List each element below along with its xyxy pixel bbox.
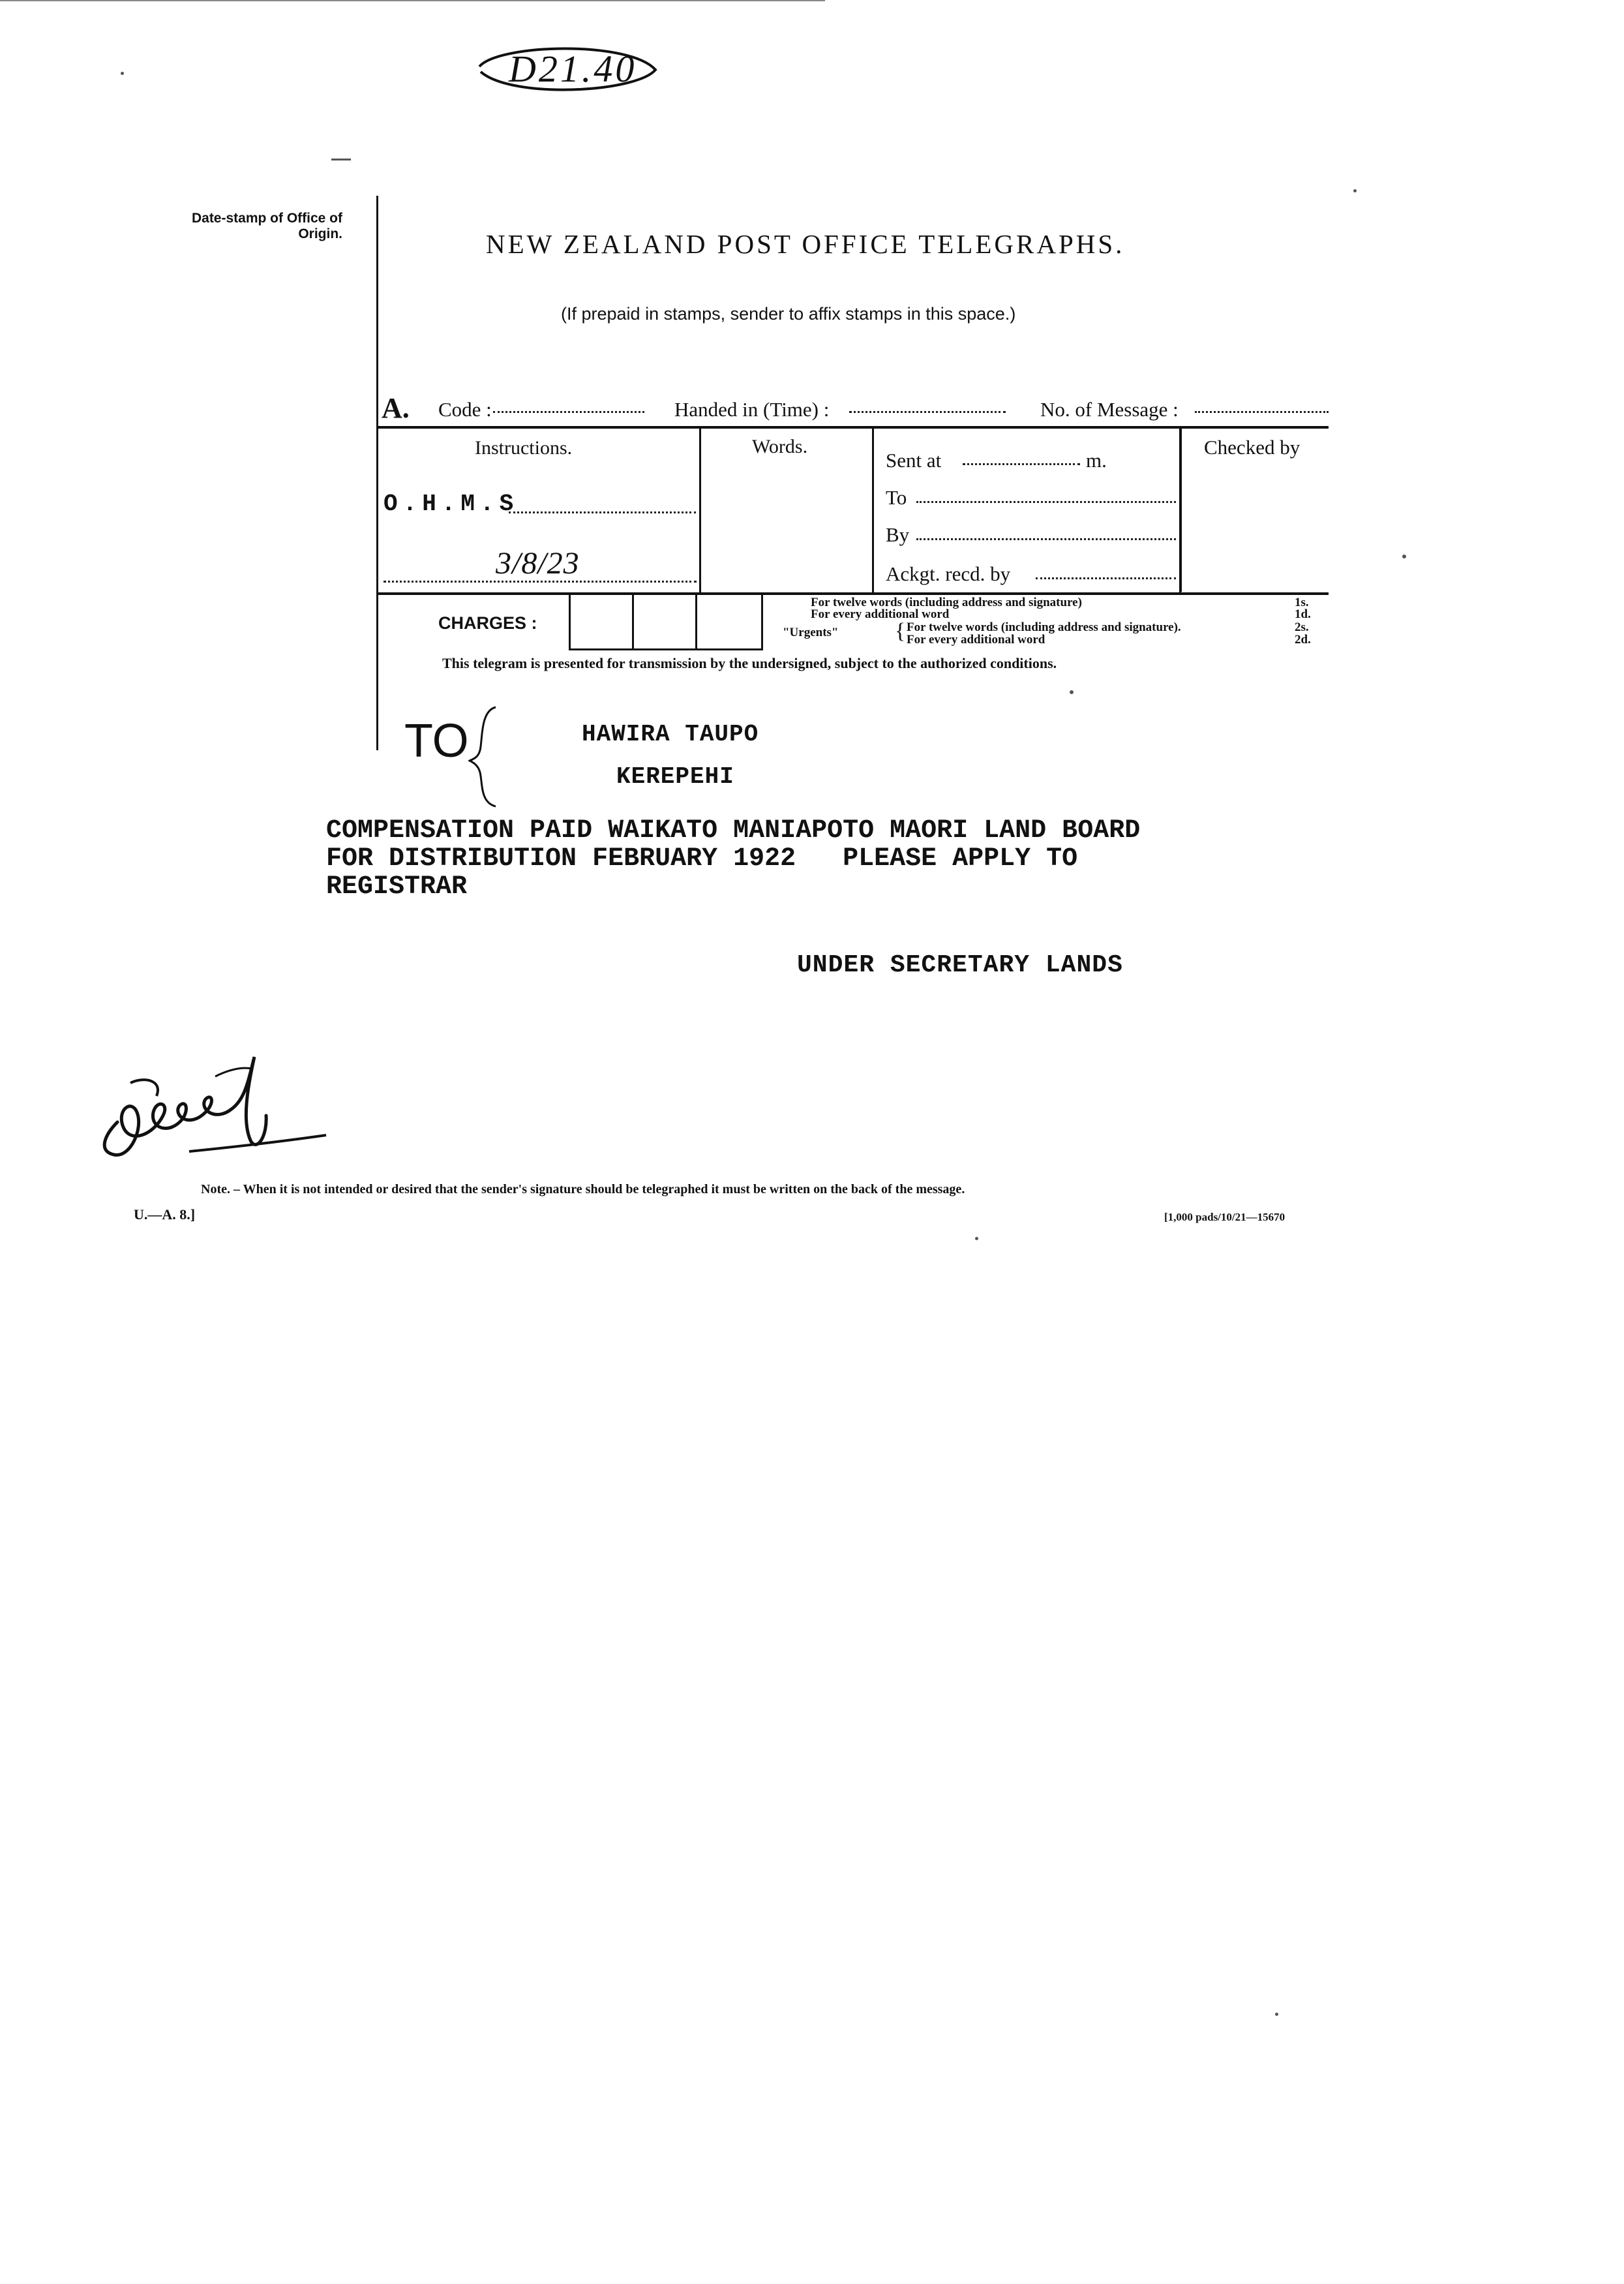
rate-line-3-price: 2s. <box>1295 620 1309 634</box>
print-run: [1,000 pads/10/21—15670 <box>1164 1211 1286 1223</box>
charges-box-2[interactable] <box>632 594 697 650</box>
footer-note-text: – When it is not intended or desired that the sender's signature should be telegraphed it must be written on the back of the message. <box>233 1182 965 1196</box>
table-top-rule <box>376 426 1329 429</box>
message-number-label: No. of Message : <box>1040 398 1179 421</box>
sent-at-suffix: m. <box>1086 449 1107 472</box>
address-line-1: HAWIRA TAUPO <box>582 721 759 748</box>
code-field[interactable] <box>493 411 644 413</box>
sent-at-label: Sent at <box>886 449 942 472</box>
words-header: Words. <box>752 436 808 457</box>
to-address-label: TO <box>404 715 469 767</box>
presented-note: This telegram is presented for transmission by the undersigned, subject to the authorized conditions. <box>442 655 1057 671</box>
table-bottom-rule <box>376 592 1329 595</box>
ohms-value: O.H.M.S <box>383 491 519 517</box>
scan-speck <box>1275 2013 1278 2016</box>
sent-at-field[interactable] <box>963 463 1080 465</box>
to-field[interactable] <box>916 501 1176 503</box>
ackgt-label: Ackgt. recd. by <box>886 562 1011 585</box>
sender-name: UNDER SECRETARY LANDS <box>797 951 1123 979</box>
footer-note <box>201 1182 965 1197</box>
table-divider-1 <box>699 427 701 594</box>
form-left-border <box>376 196 378 750</box>
footer-note-label: Note. <box>201 1182 230 1196</box>
handed-in-field[interactable] <box>849 411 1006 413</box>
by-label: By <box>886 523 910 546</box>
rate-line-1-price: 1s. <box>1295 596 1309 609</box>
charges-label: CHARGES : <box>438 613 537 633</box>
address-line-2: KEREPEHI <box>616 763 734 790</box>
to-label: To <box>886 486 907 509</box>
message-line-1: COMPENSATION PAID WAIKATO MANIAPOTO MAORI LAND BOARD <box>326 816 1141 845</box>
scan-speck <box>1402 555 1406 558</box>
urgents-label: "Urgents" <box>783 626 839 639</box>
handed-in-label: Handed in (Time) : <box>674 398 830 421</box>
instructions-field-line-2 <box>383 581 697 583</box>
archive-reference-text: D21.40 <box>509 48 637 90</box>
rate-line-1: For twelve words (including address and signature) <box>811 596 1082 609</box>
address-brace-icon <box>468 705 501 809</box>
form-letter: A. <box>382 392 410 424</box>
date-value: 3/8/23 <box>496 546 580 581</box>
scan-speck <box>975 1237 978 1240</box>
rate-line-3: For twelve words (including address and signature). <box>907 620 1181 634</box>
instructions-field-line-1 <box>509 511 696 513</box>
archive-reference <box>473 40 662 99</box>
date-stamp-label: Date-stamp of Office of Origin. <box>191 211 342 241</box>
charges-boxes <box>569 594 761 648</box>
code-label: Code : <box>438 398 492 421</box>
message-line-2: FOR DISTRIBUTION FEBRUARY 1922 PLEASE APPLY TO <box>326 844 1078 874</box>
rate-line-4-price: 2d. <box>1295 633 1311 647</box>
urgents-brace: { <box>895 619 906 643</box>
message-number-field[interactable] <box>1195 411 1329 413</box>
form-code: U.—A. 8.] <box>134 1206 196 1223</box>
by-field[interactable] <box>916 538 1176 540</box>
top-edge-line <box>0 0 825 1</box>
prepaid-note: (If prepaid in stamps, sender to affix stamps in this space.) <box>561 304 1016 324</box>
ackgt-field[interactable] <box>1036 577 1176 579</box>
scan-speck <box>121 72 124 75</box>
scan-speck <box>331 159 351 160</box>
signature-icon <box>91 1037 339 1174</box>
page-title: NEW ZEALAND POST OFFICE TELEGRAPHS. <box>486 229 1125 259</box>
charges-box-3[interactable] <box>695 594 763 650</box>
rate-line-4: For every additional word <box>907 633 1045 647</box>
rate-line-2: For every additional word <box>811 607 950 621</box>
message-line-3: REGISTRAR <box>326 872 468 902</box>
scan-speck <box>1353 189 1357 192</box>
rate-line-2-price: 1d. <box>1295 607 1311 621</box>
scan-speck <box>1070 690 1074 694</box>
checked-by-header: Checked by <box>1204 436 1301 459</box>
charges-box-1[interactable] <box>569 594 634 650</box>
instructions-header: Instructions. <box>475 437 573 459</box>
